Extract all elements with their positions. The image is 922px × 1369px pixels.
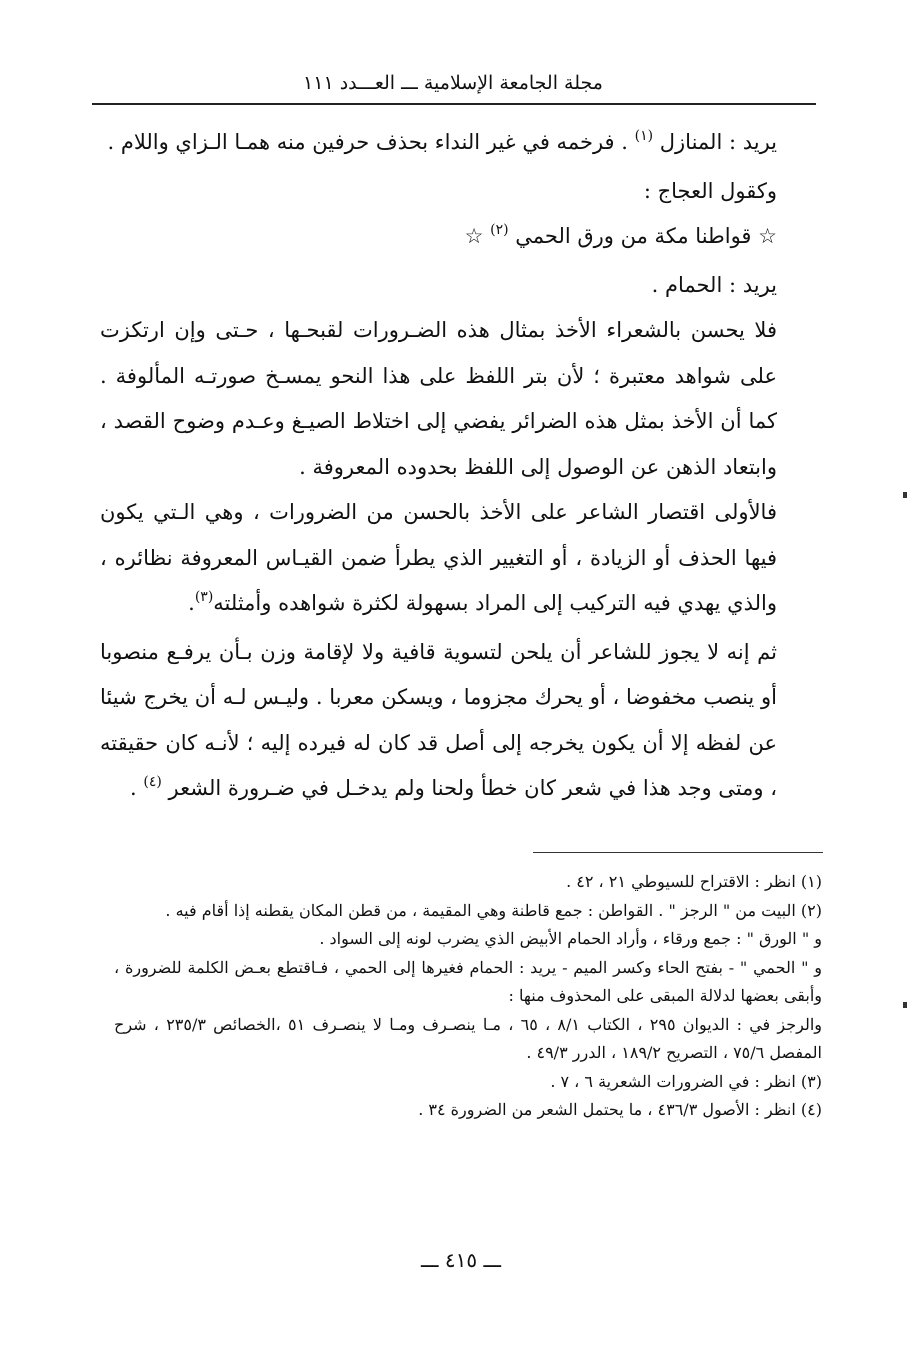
star-icon: ☆ (464, 224, 484, 248)
paragraph-text: ثم إنه لا يجوز للشاعر أن يلحن لتسوية قافية ولا لإقامة وزن بـأن يرفـع منصوبا أو ينصب مخفوضا ، أو يحرك مجزوما ، ويسكن معربا . وليـس لـه أن يخرج شيئا عن لفظه إلا أن يكون يخرجه إلى أصل قد كان له فيرده إليه ؛ لأنـه كان حقيقته ، ومتى وجد هذا في شعر كان خطأ ولحنا ولم يدخـل في ضـرورة الشعر (100, 639, 777, 800)
verse-line (100, 214, 822, 263)
footnote-ref[interactable]: (٤) (143, 774, 162, 790)
footnote-item: و " الورق " : جمع ورقاء ، وأراد الحمام الأبيض الذي يضرب لونه إلى السواد . (319, 929, 822, 948)
verse-text: قواطنا مكة من ورق الحمي (515, 224, 752, 248)
paragraph (100, 490, 822, 630)
footnote-ref[interactable]: (١) (634, 128, 654, 144)
scan-mark (903, 492, 907, 498)
paragraph-text: . فرخمه في غير النداء بحذف حرفين منه همـا الـزاي واللام . (107, 130, 628, 154)
running-header: مجلة الجامعة الإسلامية ـــ العـــدد ١١١ (303, 72, 603, 94)
paragraph: وكقول العجاج : (643, 178, 777, 203)
paragraph-text: . (129, 776, 137, 800)
paragraph-text: فالأولى اقتصار الشاعر على الأخذ بالحسن من الضرورات ، وهي الـتي يكون فيها الحذف أو الزيادة ، أو التغيير الذي يطرأ ضمن القيـاس المعروفة نظائره ، والذي يهدي فيه التركيب إلى المراد بسهولة لكثرة شواهده وأمثلته (100, 500, 777, 615)
footnote-ref[interactable]: (٢) (490, 222, 509, 238)
footnote-item: (٢) البيت من " الرجز " . القواطن : جمع قاطنة وهي المقيمة ، من قطن المكان يقطنه إذا أقام فيه . (165, 900, 822, 920)
paragraph (100, 120, 822, 169)
footnote-item: (١) انظر : الاقتراح للسيوطي ٢١ ، ٤٢ . (566, 872, 822, 891)
page-number: ـــ ٤١٥ ـــ (420, 1248, 502, 1272)
footnote-item: و " الحمي " - بفتح الحاء وكسر الميم - يريد : الحمام فغيرها إلى الحمي ، فـاقتطع بعـض الكلمة للضرورة ، وأبقى بعضها لدلالة المبقى على المحذوف منها : (114, 957, 823, 1005)
paragraph: يريد : الحمام . (651, 272, 777, 297)
main-text (100, 120, 822, 815)
footnote-item: (٣) انظر : في الضرورات الشعرية ٦ ، ٧ . (550, 1071, 822, 1091)
header-divider (92, 103, 816, 105)
footnote-divider (533, 852, 823, 853)
star-icon: ☆ (758, 224, 777, 248)
footnote-item: والرجز في : الديوان ٢٩٥ ، الكتاب ٨/١ ، ٦٥ ، مـا ينصـرف ومـا لا ينصـرف ٥١ ،الخصائص ٢٣٥/٣ ، شرح المفصل ٧٥/٦ ، التصريح ١٨٩/٢ ، الدرر ٤٩/٣ . (114, 1014, 823, 1062)
footnote-item: (٤) انظر : الأصول ٤٣٦/٣ ، ما يحتمل الشعر من الضرورة ٣٤ . (418, 1100, 822, 1119)
footnotes (114, 868, 822, 1125)
paragraph: فلا يحسن بالشعراء الأخذ بمثال هذه الضـرورات لقبحـها ، حـتى وإن ارتكزت على شواهد معتبرة ؛ لأن بتر اللفظ على هذا النحو يمسـخ صورتـه المألوفة . كما أن الأخذ بمثل هذه الضرائر يفضي إلى اختلاط الصيـغ وعـدم وضوح القصد ، وابتعاد الذهن عن الوصول إلى اللفظ بحدوده المعروفة . (100, 318, 777, 479)
paragraph-text: . (188, 591, 195, 615)
paragraph-text: يريد : المنازل (659, 130, 777, 154)
footnote-ref[interactable]: (٣) (194, 589, 214, 605)
scan-mark (903, 1002, 907, 1008)
paragraph (100, 630, 822, 815)
